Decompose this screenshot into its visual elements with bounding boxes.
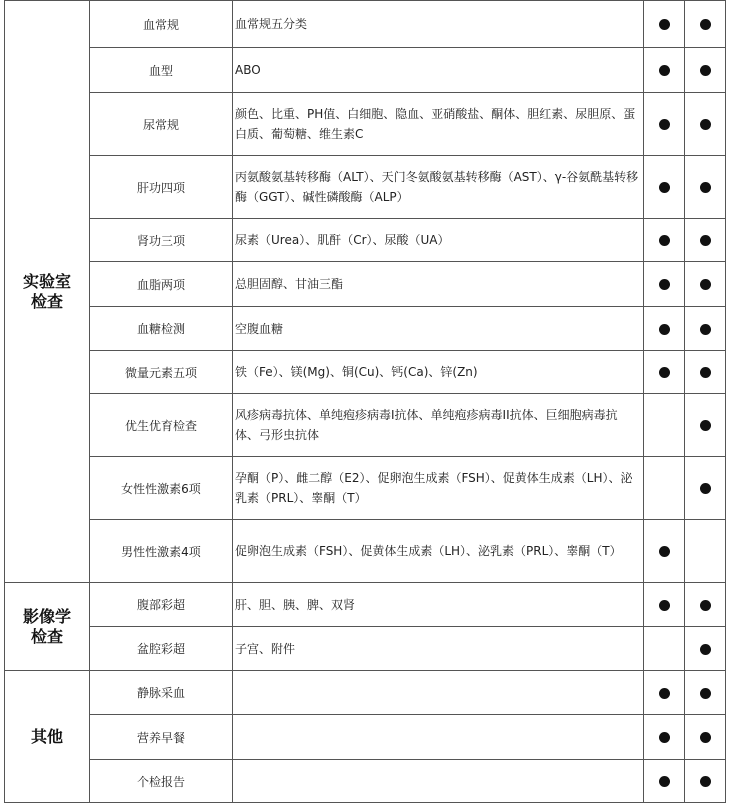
table-row <box>5 262 726 307</box>
table-row <box>5 307 726 351</box>
exam-items-body <box>5 1 726 803</box>
item-name: 血糖检测 <box>90 307 233 351</box>
package-b-cell <box>685 760 726 803</box>
category-lab <box>5 1 90 583</box>
package-a-cell <box>644 627 685 671</box>
included-dot-icon <box>700 65 711 76</box>
item-name: 肝功四项 <box>90 156 233 219</box>
table-row <box>5 219 726 262</box>
item-description: 促卵泡生成素（FSH）、促黄体生成素（LH）、泌乳素（PRL）、睾酮（T） <box>233 520 644 583</box>
included-dot-icon <box>700 182 711 193</box>
item-description: 颜色、比重、PH值、白细胞、隐血、亚硝酸盐、酮体、胆红素、尿胆原、蛋白质、葡萄糖、维生素C <box>233 93 644 156</box>
package-b-cell <box>685 307 726 351</box>
package-b-cell <box>685 262 726 307</box>
item-description: 孕酮（P）、雌二醇（E2）、促卵泡生成素（FSH）、促黄体生成素（LH）、泌乳素（PRL）、睾酮（T） <box>233 457 644 520</box>
item-name: 肾功三项 <box>90 219 233 262</box>
category-imaging <box>5 583 90 671</box>
package-a-cell <box>644 583 685 627</box>
table-row <box>5 156 726 219</box>
package-b-cell <box>685 583 726 627</box>
included-dot-icon <box>659 19 670 30</box>
item-name: 盆腔彩超 <box>90 627 233 671</box>
table-row <box>5 48 726 93</box>
package-b-cell <box>685 457 726 520</box>
package-a-cell <box>644 520 685 583</box>
included-dot-icon <box>659 65 670 76</box>
included-dot-icon <box>659 367 670 378</box>
category-label: 其他 <box>30 726 63 746</box>
item-description: ABO <box>233 48 644 93</box>
table-row <box>5 760 726 803</box>
included-dot-icon <box>700 235 711 246</box>
item-description: 血常规五分类 <box>233 1 644 48</box>
package-a-cell <box>644 307 685 351</box>
table-row <box>5 715 726 760</box>
package-b-cell <box>685 520 726 583</box>
table-row <box>5 351 726 394</box>
included-dot-icon <box>700 483 711 494</box>
included-dot-icon <box>700 279 711 290</box>
included-dot-icon <box>659 546 670 557</box>
table-row <box>5 520 726 583</box>
package-b-cell <box>685 671 726 715</box>
included-dot-icon <box>700 19 711 30</box>
included-dot-icon <box>700 644 711 655</box>
category-label: 影像学 检查 <box>22 606 71 646</box>
package-a-cell <box>644 715 685 760</box>
item-name: 血常规 <box>90 1 233 48</box>
included-dot-icon <box>659 732 670 743</box>
item-description <box>233 715 644 760</box>
item-description: 空腹血糖 <box>233 307 644 351</box>
item-description <box>233 671 644 715</box>
table-row <box>5 671 726 715</box>
included-dot-icon <box>659 688 670 699</box>
package-b-cell <box>685 156 726 219</box>
included-dot-icon <box>700 732 711 743</box>
table-row <box>5 627 726 671</box>
table-row <box>5 93 726 156</box>
included-dot-icon <box>700 600 711 611</box>
package-a-cell <box>644 394 685 457</box>
package-a-cell <box>644 671 685 715</box>
included-dot-icon <box>659 776 670 787</box>
included-dot-icon <box>659 600 670 611</box>
item-description <box>233 760 644 803</box>
package-a-cell <box>644 457 685 520</box>
item-name: 个检报告 <box>90 760 233 803</box>
category-label: 实验室 检查 <box>22 271 71 311</box>
item-name: 微量元素五项 <box>90 351 233 394</box>
item-description: 总胆固醇、甘油三酯 <box>233 262 644 307</box>
package-a-cell <box>644 48 685 93</box>
item-name: 静脉采血 <box>90 671 233 715</box>
included-dot-icon <box>700 420 711 431</box>
package-a-cell <box>644 156 685 219</box>
package-b-cell <box>685 93 726 156</box>
included-dot-icon <box>700 688 711 699</box>
item-description: 子宫、附件 <box>233 627 644 671</box>
item-name: 尿常规 <box>90 93 233 156</box>
included-dot-icon <box>700 367 711 378</box>
table-row <box>5 1 726 48</box>
included-dot-icon <box>700 324 711 335</box>
included-dot-icon <box>659 235 670 246</box>
item-description: 丙氨酸氨基转移酶（ALT）、天门冬氨酸氨基转移酶（AST）、γ-谷氨酰基转移酶（GGT）、碱性磷酸酶（ALP） <box>233 156 644 219</box>
item-name: 男性性激素4项 <box>90 520 233 583</box>
table-row <box>5 583 726 627</box>
package-b-cell <box>685 351 726 394</box>
category-other <box>5 671 90 803</box>
included-dot-icon <box>659 182 670 193</box>
item-name: 营养早餐 <box>90 715 233 760</box>
item-name: 血脂两项 <box>90 262 233 307</box>
included-dot-icon <box>659 279 670 290</box>
exam-items-table <box>4 0 726 803</box>
item-name: 腹部彩超 <box>90 583 233 627</box>
package-b-cell <box>685 219 726 262</box>
package-a-cell <box>644 262 685 307</box>
table-row <box>5 457 726 520</box>
package-a-cell <box>644 93 685 156</box>
package-b-cell <box>685 1 726 48</box>
package-b-cell <box>685 48 726 93</box>
package-a-cell <box>644 1 685 48</box>
item-name: 血型 <box>90 48 233 93</box>
item-name: 女性性激素6项 <box>90 457 233 520</box>
table-row <box>5 394 726 457</box>
package-a-cell <box>644 760 685 803</box>
included-dot-icon <box>659 324 670 335</box>
included-dot-icon <box>700 776 711 787</box>
item-description: 风疹病毒抗体、单纯疱疹病毒I抗体、单纯疱疹病毒II抗体、巨细胞病毒抗体、弓形虫抗体 <box>233 394 644 457</box>
package-b-cell <box>685 627 726 671</box>
package-b-cell <box>685 715 726 760</box>
item-description: 铁（Fe）、镁(Mg)、铜(Cu)、钙(Ca)、锌(Zn) <box>233 351 644 394</box>
package-b-cell <box>685 394 726 457</box>
package-a-cell <box>644 351 685 394</box>
item-description: 尿素（Urea）、肌酐（Cr）、尿酸（UA） <box>233 219 644 262</box>
item-name: 优生优育检查 <box>90 394 233 457</box>
item-description: 肝、胆、胰、脾、双肾 <box>233 583 644 627</box>
included-dot-icon <box>700 119 711 130</box>
included-dot-icon <box>659 119 670 130</box>
package-a-cell <box>644 219 685 262</box>
